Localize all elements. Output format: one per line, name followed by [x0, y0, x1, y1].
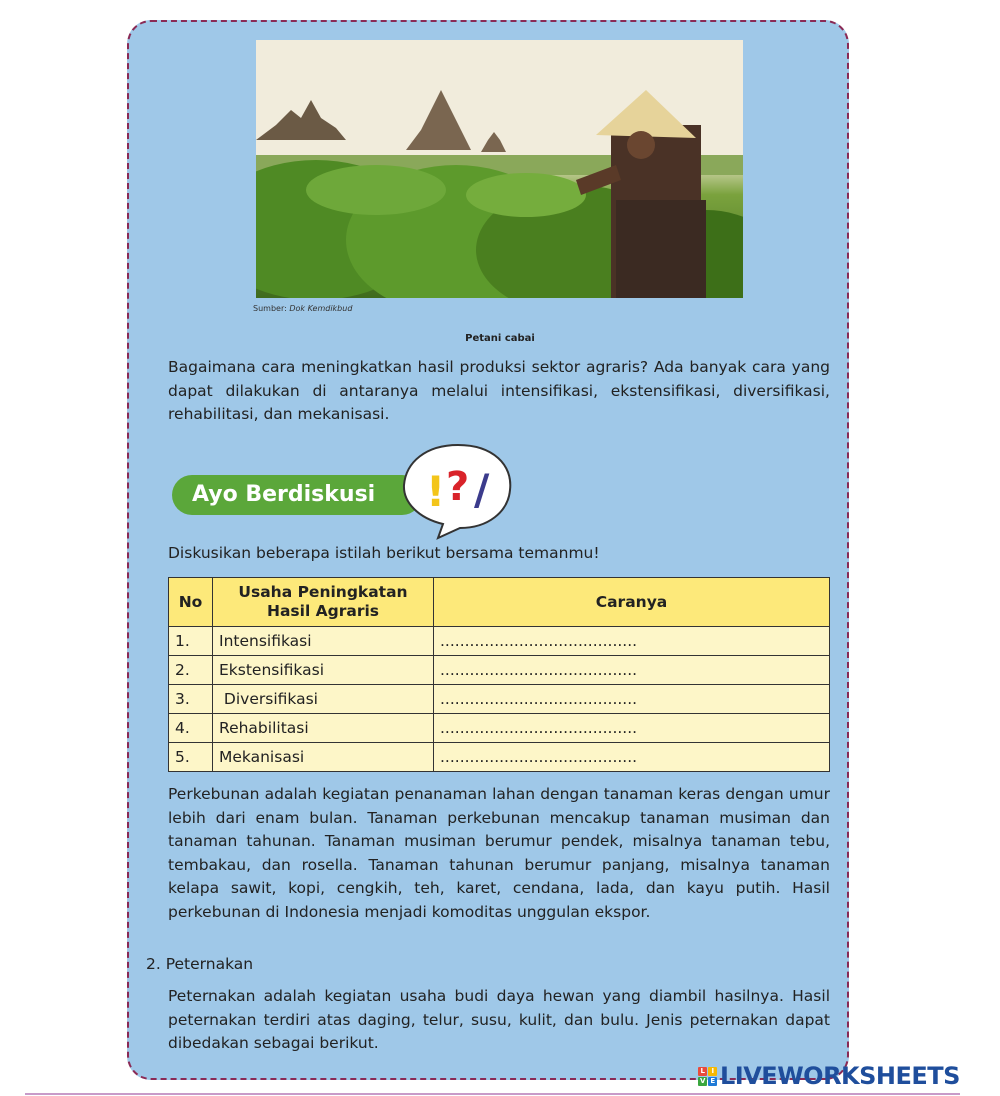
- header-caranya: Caranya: [434, 578, 830, 627]
- table-row: [169, 685, 830, 714]
- logo-letter: L: [698, 1067, 707, 1076]
- header-no: No: [169, 578, 213, 627]
- table-row: [169, 656, 830, 685]
- header-usaha-line1: Usaha Peningkatan: [238, 583, 408, 601]
- chili-farmer-photo: [256, 40, 743, 298]
- table-header-row: [169, 578, 830, 627]
- table-row: [169, 627, 830, 656]
- source-label: Sumber:: [253, 304, 287, 313]
- bubble-symbol-2: ?: [446, 464, 470, 510]
- row-no: 5.: [169, 743, 213, 772]
- photo-source: [253, 304, 352, 313]
- bubble-symbol-1: !: [426, 467, 446, 516]
- agrarian-table: [168, 577, 830, 772]
- photo-illustration: [256, 40, 743, 298]
- row-no: 3.: [169, 685, 213, 714]
- row-no: 2.: [169, 656, 213, 685]
- row-usaha: Ekstensifikasi: [213, 656, 434, 685]
- liveworksheets-logo[interactable]: [698, 1061, 960, 1091]
- photo-caption: Petani cabai: [465, 333, 535, 344]
- row-usaha: Mekanisasi: [213, 743, 434, 772]
- row-usaha: Intensifikasi: [213, 627, 434, 656]
- exclamation-bubble-icon: [398, 440, 516, 540]
- source-name: Dok Kemdikbud: [289, 304, 353, 313]
- table-row: [169, 714, 830, 743]
- peternakan-paragraph: Peternakan adalah kegiatan usaha budi daya hewan yang diambil hasilnya. Hasil peternakan terdiri atas daging, telur, susu, kulit, dan bulu. Jenis peternakan dapat dibedakan sebagai berikut.: [168, 987, 830, 1052]
- header-usaha: [213, 578, 434, 627]
- row-usaha: Diversifikasi: [213, 685, 434, 714]
- discussion-heading: Ayo Berdiskusi: [172, 475, 422, 515]
- perkebunan-paragraph: Perkebunan adalah kegiatan penanaman lahan dengan tanaman keras dengan umur lebih dari enam bulan. Tanaman perkebunan mencakup tanaman musiman dan tanaman tahunan. Tanaman musiman berumur pendek, misalnya tanaman tebu, tembakau, dan rosella. Tanaman tahunan berumur panjang, misalnya tanaman kelapa sawit, kopi, cengkih, teh, karet, cendana, lada, dan kayu putih. Hasil perkebunan di Indonesia menjadi komoditas unggulan ekspor.: [168, 785, 830, 921]
- logo-letter: E: [708, 1077, 717, 1086]
- row-caranya[interactable]: ........................................: [434, 743, 830, 772]
- row-no: 1.: [169, 627, 213, 656]
- liveworksheets-logo-icon: [698, 1067, 717, 1086]
- table-row: [169, 743, 830, 772]
- intro-paragraph: Bagaimana cara meningkatkan hasil produksi sektor agraris? Ada banyak cara yang dapat dilakukan di antaranya melalui intensifikasi, ekstensifikasi, diversifikasi, rehabilitasi, dan mekanisasi.: [168, 358, 830, 423]
- bottom-divider: [25, 1093, 960, 1095]
- header-usaha-line2: Hasil Agraris: [266, 602, 380, 620]
- row-usaha: Rehabilitasi: [213, 714, 434, 743]
- logo-letter: V: [698, 1077, 707, 1086]
- bubble-symbol-3: /: [474, 465, 490, 514]
- section-heading-peternakan: 2. Peternakan: [146, 955, 254, 973]
- discussion-instruction: Diskusikan beberapa istilah berikut bersama temanmu!: [168, 544, 600, 562]
- row-caranya[interactable]: ........................................: [434, 714, 830, 743]
- row-caranya[interactable]: ........................................: [434, 656, 830, 685]
- logo-letter: I: [708, 1067, 717, 1076]
- row-caranya[interactable]: ........................................: [434, 627, 830, 656]
- row-caranya[interactable]: ........................................: [434, 685, 830, 714]
- logo-text: LIVEWORKSHEETS: [720, 1062, 960, 1090]
- row-no: 4.: [169, 714, 213, 743]
